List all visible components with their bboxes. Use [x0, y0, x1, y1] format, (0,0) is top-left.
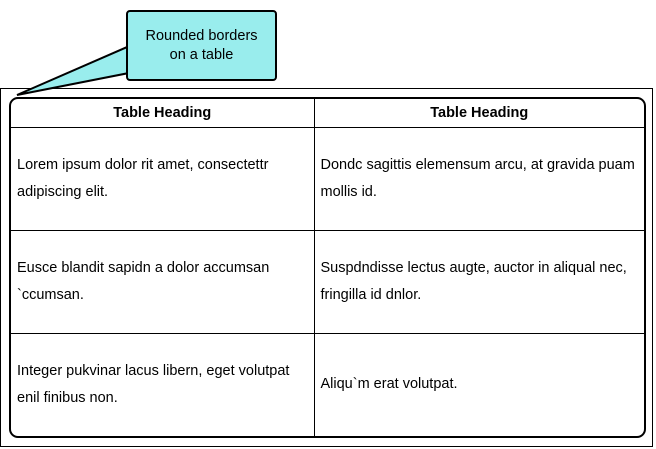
table-cell: Aliqu`m erat volutpat. — [314, 333, 644, 436]
callout-box — [126, 10, 277, 81]
callout-text: Rounded borders on a table — [145, 27, 258, 63]
table-cell: Suspdndisse lectus augte, auctor in aliqual nec, fringilla id dnlor. — [314, 230, 644, 333]
table-cell: Lorem ipsum dolor rit amet, consectettr adipiscing elit. — [11, 127, 314, 230]
table-cell: Dondc sagittis elemensum arcu, at gravida puam mollis id. — [314, 127, 644, 230]
table-heading-1: Table Heading — [11, 99, 314, 127]
table-heading-2: Table Heading — [314, 99, 644, 127]
callout-pointer-shape — [17, 44, 134, 95]
table-cell: Eusce blandit sapidn a dolor accumsan `ccumsan. — [11, 230, 314, 333]
table-cell: Integer pukvinar lacus libern, eget volutpat enil finibus non. — [11, 333, 314, 436]
